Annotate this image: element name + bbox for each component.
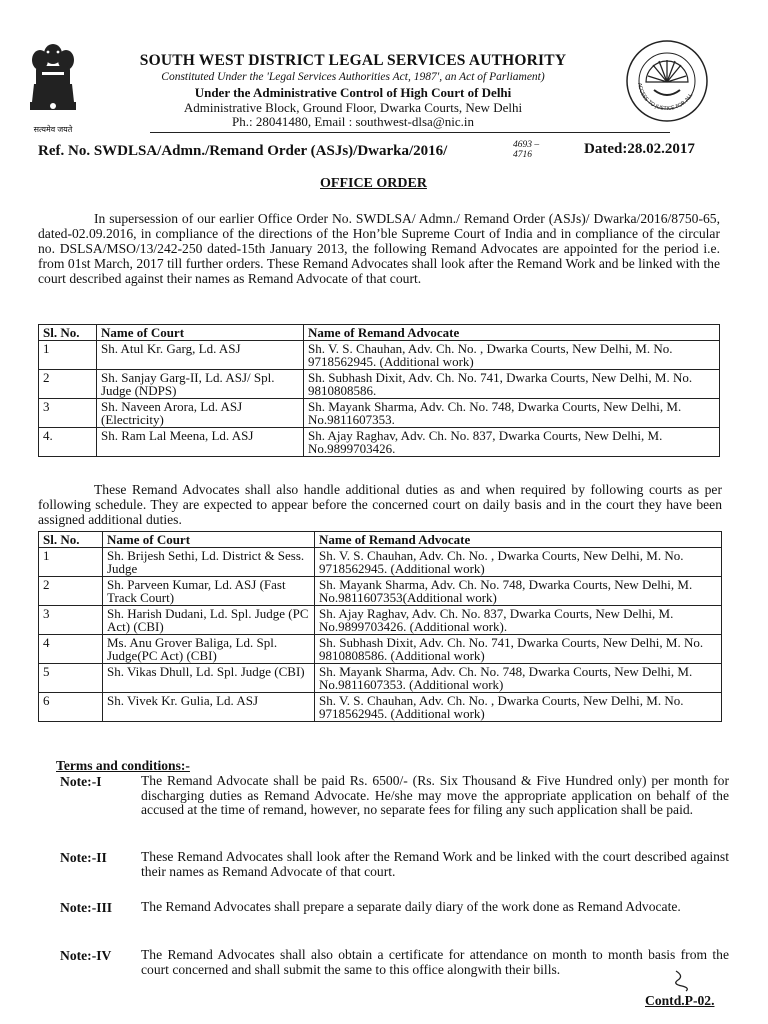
table-header-row — [39, 325, 720, 341]
table-cell: Sh. Ajay Raghav, Adv. Ch. No. 837, Dwarka Courts, New Delhi, M. No.9899703426. (Additional work). — [315, 605, 722, 634]
column-header: Name of Court — [97, 325, 304, 341]
intro-text: In supersession of our earlier Office Order No. SWDLSA/ Admn./ Remand Order (ASJs)/ Dwarka/2016/8750-65, dated-02.09.2016, in compliance of the directions of the Hon’ble Supreme Court of India and in compliance of the circular no. DSLSA/MSO/13/242-250 dated-15th January 2013, the following Remand Advocates are appointed for the period i.e. from 01st March, 2017 till further orders. These Remand Advocates shall look after the Remand Work and be linked with the court described against their names as Remand Advocate of that court. — [38, 211, 720, 286]
table-row — [39, 369, 720, 398]
table-cell: 4 — [39, 634, 103, 663]
table-row — [39, 605, 722, 634]
table-cell: Sh. Mayank Sharma, Adv. Ch. No. 748, Dwarka Courts, New Delhi, M. No.9811607353. — [304, 398, 720, 427]
column-header: Sl. No. — [39, 532, 103, 548]
table-cell: 1 — [39, 340, 97, 369]
nalsa-logo-icon — [624, 38, 710, 124]
table-row — [39, 340, 720, 369]
table-cell: 2 — [39, 369, 97, 398]
note-text: The Remand Advocates shall prepare a separate daily diary of the work done as Remand Advocate. — [141, 899, 681, 914]
additional-duties-table — [38, 531, 722, 722]
column-header: Name of Court — [103, 532, 315, 548]
note-text: The Remand Advocate shall be paid Rs. 6500/- (Rs. Six Thousand & Five Hundred only) per month for discharging duties as Remand Advocate. He/she may move the appropriate application on behalf of the accused at the time of remand, however, no separate fees for filing any such application shall be paid. — [141, 773, 729, 818]
terms-heading: Terms and conditions:- — [56, 758, 190, 773]
note-label: Note:-III — [60, 900, 113, 915]
document-heading: OFFICE ORDER — [320, 176, 427, 191]
note-text: These Remand Advocates shall look after the Remand Work and be linked with the court described against their names as Remand Advocate of that court. — [141, 849, 729, 879]
table-row — [39, 634, 722, 663]
table-cell: 2 — [39, 576, 103, 605]
table-cell: 4. — [39, 427, 97, 456]
header-divider — [150, 132, 670, 133]
table-cell: Sh. Vivek Kr. Gulia, Ld. ASJ — [103, 692, 315, 721]
table-cell: Sh. Harish Dudani, Ld. Spl. Judge (PC Act) (CBI) — [103, 605, 315, 634]
table-row — [39, 427, 720, 456]
table-cell: 5 — [39, 663, 103, 692]
table-cell: Ms. Anu Grover Baliga, Ld. Spl. Judge(PC Act) (CBI) — [103, 634, 315, 663]
svg-text:ACCESS TO JUSTICE FOR ALL — [636, 82, 694, 112]
note-text: The Remand Advocates shall also obtain a certificate for attendance on month to month basis from the court concerned and shall submit the same to this office alongwith their bills. — [141, 947, 729, 977]
intro-paragraph — [38, 211, 720, 286]
table-cell: 3 — [39, 605, 103, 634]
table-cell: Sh. V. S. Chauhan, Adv. Ch. No. , Dwarka Courts, New Delhi, M. No. 9718562945. (Additional work) — [304, 340, 720, 369]
table-cell: 6 — [39, 692, 103, 721]
table-header-row — [39, 532, 722, 548]
table-row — [39, 663, 722, 692]
table-cell: Sh. Brijesh Sethi, Ld. District & Sess. Judge — [103, 547, 315, 576]
authority-address: Administrative Block, Ground Floor, Dwarka Courts, New Delhi — [183, 100, 523, 115]
table-cell: Sh. Mayank Sharma, Adv. Ch. No. 748, Dwarka Courts, New Delhi, M. No.9811607353. (Additional work) — [315, 663, 722, 692]
reference-number: Ref. No. SWDLSA/Admn./Remand Order (ASJs)/Dwarka/2016/ — [38, 143, 448, 159]
table-row — [39, 398, 720, 427]
table-cell: Sh. V. S. Chauhan, Adv. Ch. No. , Dwarka Courts, New Delhi, M. No. 9718562945. (Additional work) — [315, 547, 722, 576]
column-header: Name of Remand Advocate — [304, 325, 720, 341]
emblem-motto: सत्यमेव जयते — [33, 125, 73, 134]
nalsa-logo-text: ACCESS TO JUSTICE FOR ALL — [636, 82, 695, 113]
additional-duties-paragraph — [38, 482, 722, 527]
table-cell: Sh. Sanjay Garg-II, Ld. ASJ/ Spl. Judge (NDPS) — [97, 369, 304, 398]
signature-mark — [668, 968, 698, 992]
table-cell: Sh. Mayank Sharma, Adv. Ch. No. 748, Dwarka Courts, New Delhi, M. No.9811607353(Additional work) — [315, 576, 722, 605]
table-row — [39, 547, 722, 576]
note-label: Note:-I — [60, 774, 102, 789]
table-cell: Sh. V. S. Chauhan, Adv. Ch. No. , Dwarka Courts, New Delhi, M. No. 9718562945. (Additional work) — [315, 692, 722, 721]
additional-duties-text: These Remand Advocates shall also handle additional duties as and when required by following courts as per following schedule. They are expected to appear before the concerned court on daily basis and in the court they have been assigned additional duties. — [38, 482, 722, 527]
authority-control: Under the Administrative Control of High Court of Delhi — [194, 85, 512, 100]
table-cell: Sh. Vikas Dhull, Ld. Spl. Judge (CBI) — [103, 663, 315, 692]
handwritten-dispatch-number: 4693 – 4716 — [513, 140, 540, 160]
remand-advocates-table — [38, 324, 720, 457]
column-header: Name of Remand Advocate — [315, 532, 722, 548]
column-header: Sl. No. — [39, 325, 97, 341]
note-label: Note:-II — [60, 850, 107, 865]
table-cell: 3 — [39, 398, 97, 427]
table-row — [39, 576, 722, 605]
table-cell: Sh. Ram Lal Meena, Ld. ASJ — [97, 427, 304, 456]
table-cell: Sh. Subhash Dixit, Adv. Ch. No. 741, Dwarka Courts, New Delhi, M. No. 9810808586. — [304, 369, 720, 398]
authority-contact: Ph.: 28041480, Email : southwest-dlsa@nic.in — [232, 114, 474, 129]
continued-note: Contd.P-02. — [645, 993, 715, 1008]
note-label: Note:-IV — [60, 948, 112, 963]
authority-subtitle: Constituted Under the 'Legal Services Authorities Act, 1987', an Act of Parliament) — [161, 71, 545, 83]
table-cell: Sh. Parveen Kumar, Ld. ASJ (Fast Track Court) — [103, 576, 315, 605]
table-cell: Sh. Ajay Raghav, Adv. Ch. No. 837, Dwarka Courts, New Delhi, M. No.9899703426. — [304, 427, 720, 456]
authority-title: SOUTH WEST DISTRICT LEGAL SERVICES AUTHORITY — [139, 52, 567, 69]
table-cell: 1 — [39, 547, 103, 576]
table-row — [39, 692, 722, 721]
table-cell: Sh. Atul Kr. Garg, Ld. ASJ — [97, 340, 304, 369]
table-cell: Sh. Naveen Arora, Ld. ASJ (Electricity) — [97, 398, 304, 427]
table-cell: Sh. Subhash Dixit, Adv. Ch. No. 741, Dwarka Courts, New Delhi, M. No. 9810808586. (Additional work) — [315, 634, 722, 663]
order-date: Dated:28.02.2017 — [584, 141, 695, 157]
state-emblem-icon — [22, 40, 84, 132]
